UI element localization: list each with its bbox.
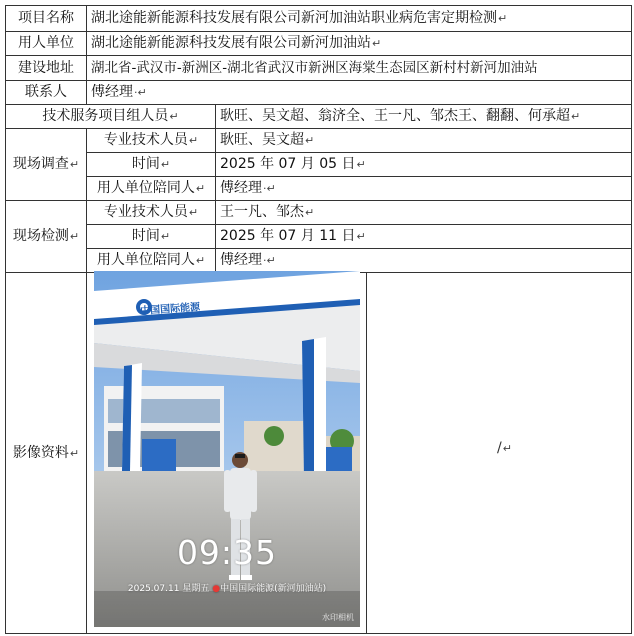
contact-value: 傅经理·↵ (87, 81, 632, 105)
detection-escort-value: 傅经理·↵ (216, 249, 632, 273)
right-cell-slash: /↵ (497, 440, 512, 456)
detection-label: 现场检测↵ (6, 201, 87, 273)
survey-escort-value: 傅经理·↵ (216, 177, 632, 201)
detection-time-label: 时间↵ (87, 225, 216, 249)
survey-escort-label: 用人单位陪同人↵ (87, 177, 216, 201)
employer-label: 用人单位 (6, 32, 87, 56)
photo-stamp: 2025.07.11 星期五 ●中国国际能源(新河加油站) (127, 584, 327, 594)
team-label: 技术服务项目组人员↵ (6, 105, 216, 129)
photo-watermark: 水印相机 (322, 613, 354, 622)
location-pin-icon: ● (212, 584, 221, 594)
photo-clock: 09:35 (176, 533, 278, 572)
image-label: 影像资料↵ (6, 273, 87, 634)
project-name-value: 湖北途能新能源科技发展有限公司新河加油站职业病危害定期检测↵ (87, 6, 632, 32)
site-photo (94, 271, 360, 627)
employer-value: 湖北途能新能源科技发展有限公司新河加油站↵ (87, 32, 632, 56)
survey-time-value: 2025 年 07 月 05 日↵ (216, 153, 632, 177)
project-name-label: 项目名称 (6, 6, 87, 32)
canopy-sign-text: 中国国际能源 (139, 301, 201, 318)
contact-label: 联系人 (6, 81, 87, 105)
detection-time-value: 2025 年 07 月 11 日↵ (216, 225, 632, 249)
survey-time-label: 时间↵ (87, 153, 216, 177)
team-value: 耿旺、吴文超、翁济全、王一凡、邹杰王、翻翻、何承超↵ (216, 105, 632, 129)
gas-station-scene (94, 271, 360, 627)
detection-escort-label: 用人单位陪同人↵ (87, 249, 216, 273)
survey-tech-label: 专业技术人员↵ (87, 129, 216, 153)
detection-tech-label: 专业技术人员↵ (87, 201, 216, 225)
address-value: 湖北省-武汉市-新洲区-湖北省武汉市新洲区海棠生态园区新村村新河加油站 (87, 56, 632, 81)
survey-tech-value: 耿旺、吴文超↵ (216, 129, 632, 153)
survey-label: 现场调查↵ (6, 129, 87, 201)
detection-tech-value: 王一凡、邹杰↵ (216, 201, 632, 225)
address-label: 建设地址 (6, 56, 87, 81)
